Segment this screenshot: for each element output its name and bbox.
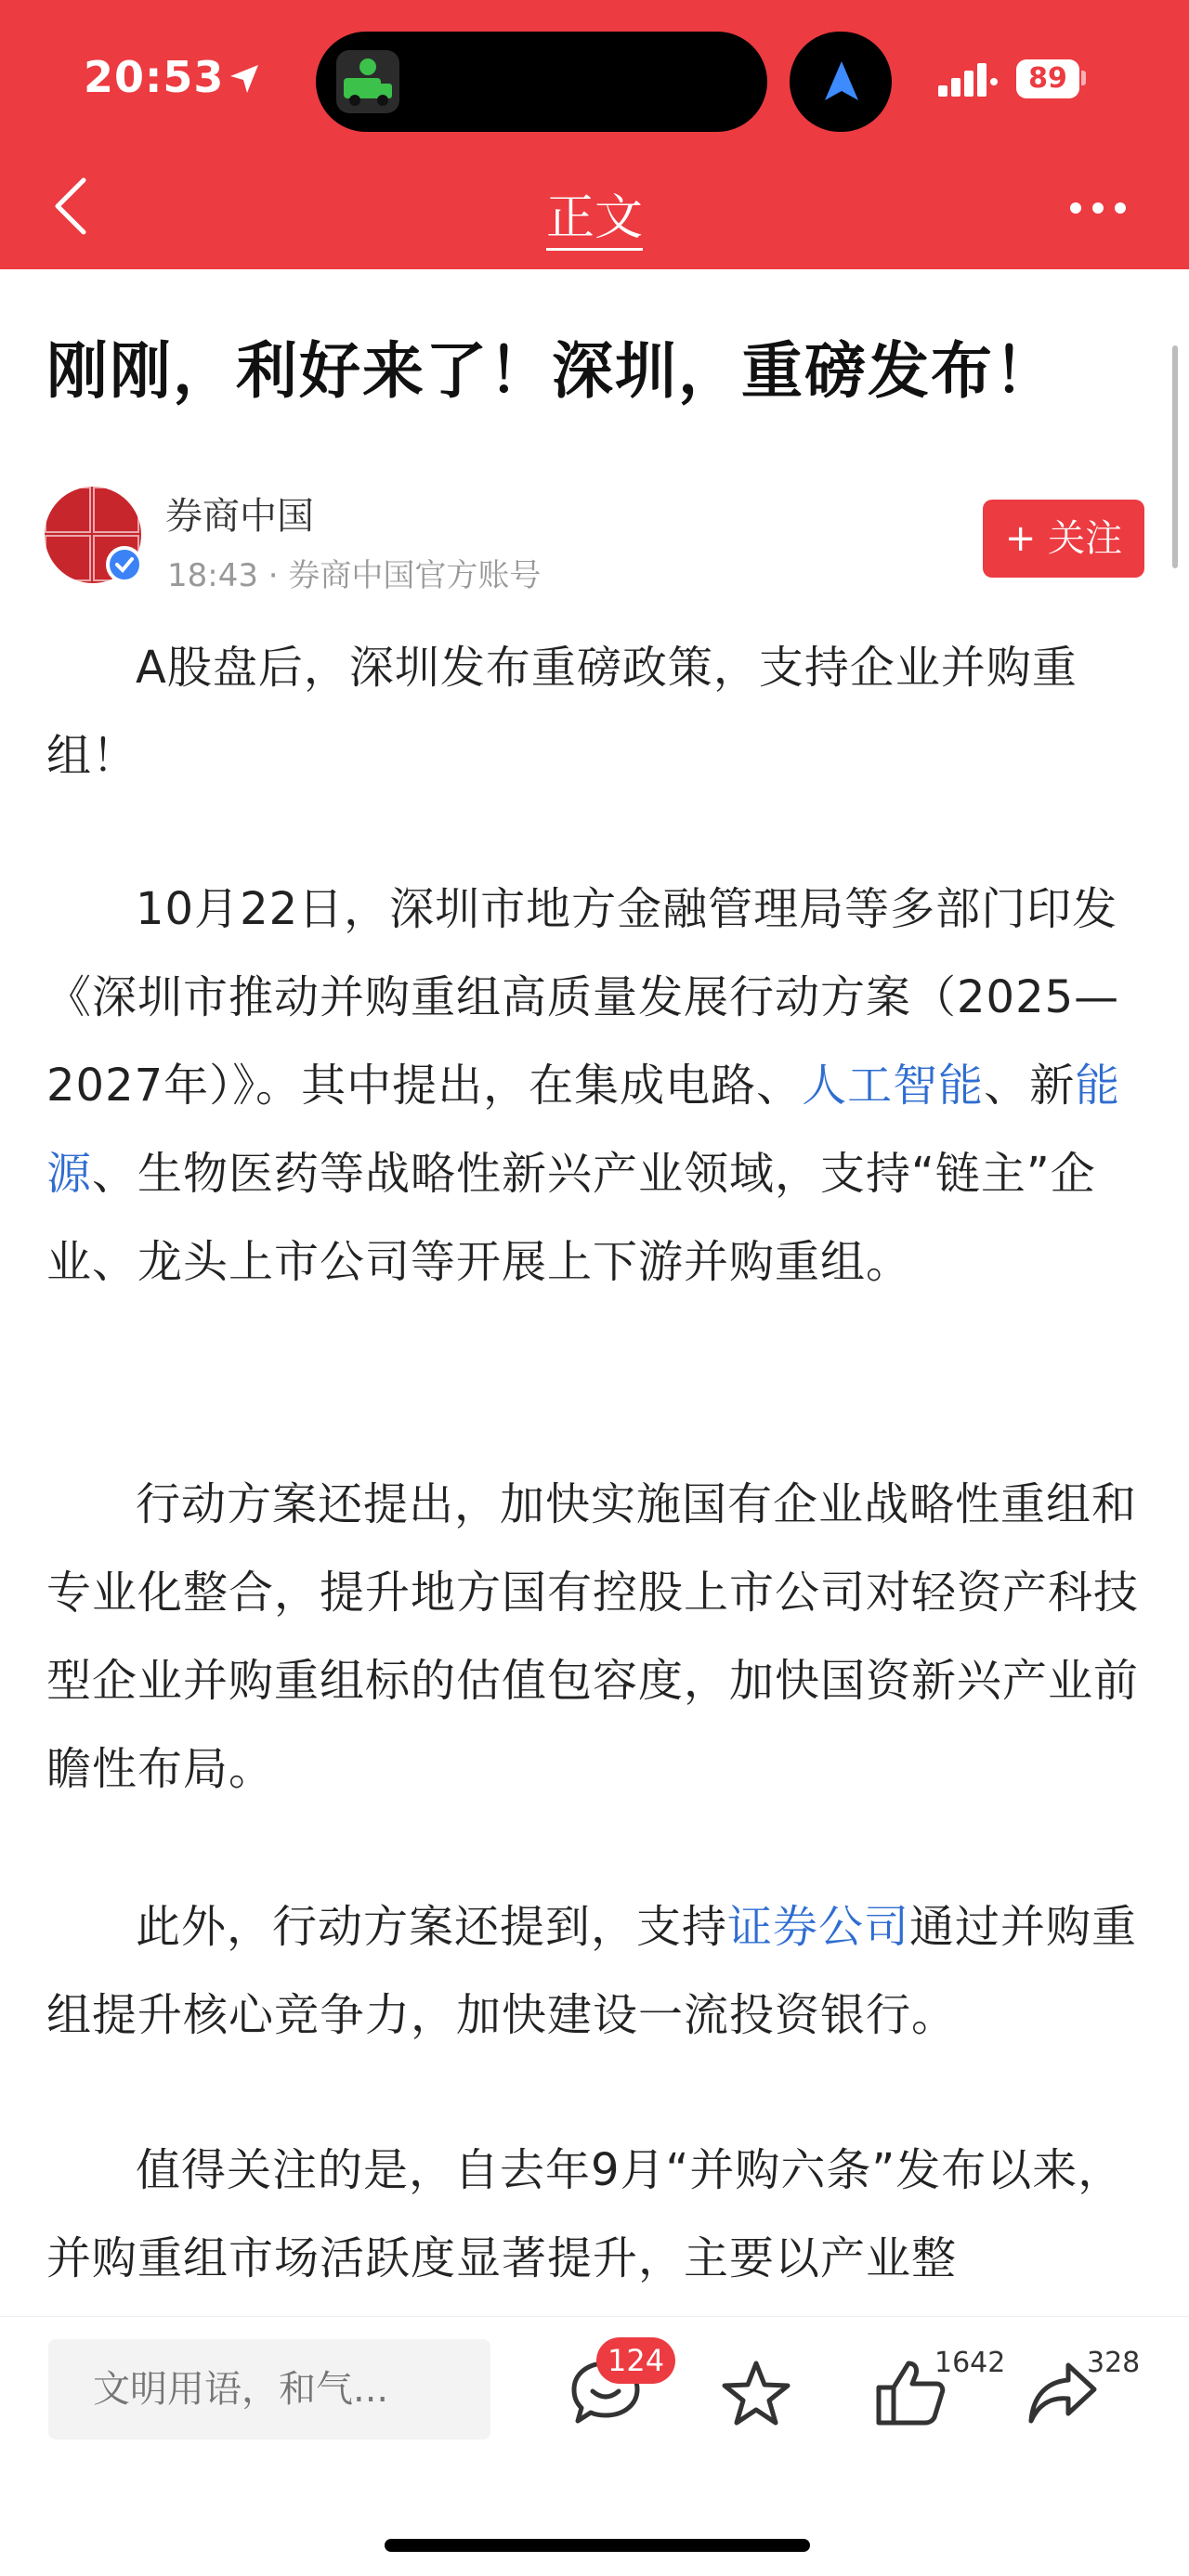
page-title: [0, 178, 1189, 248]
author-meta: [167, 550, 541, 595]
author-source: 券商中国官方账号: [288, 557, 542, 594]
paragraph-5: 值得关注的是，自去年9月“并购六条”发布以来，并购重组市场活跃度显著提升，主要以产业整: [46, 2144, 1124, 2284]
comment-input[interactable]: [48, 2339, 490, 2439]
article-title: 刚刚，利好来了！深圳，重磅发布！: [46, 335, 1057, 407]
verified-icon: [106, 546, 143, 583]
meta-separator: ·: [268, 557, 289, 594]
paragraph-2-text-a: 10月22日，深圳市地方金融管理局等多部门印发《深圳市推动并购重组高质量发展行动方案（2025—2027年）》。其中提出，在集成电路、: [46, 883, 1120, 1112]
more-dots-icon[interactable]: [1068, 201, 1128, 215]
like-count: 1642: [934, 2347, 1006, 2379]
star-icon[interactable]: [721, 2360, 791, 2426]
paragraph-4-text-a: 此外，行动方案还提到，支持: [136, 1901, 728, 1953]
home-indicator[interactable]: [385, 2539, 810, 2552]
battery-icon: 89: [1016, 59, 1079, 98]
author-avatar[interactable]: [45, 487, 141, 583]
page-title-text: 正文: [546, 190, 643, 251]
dynamic-island: [316, 32, 767, 132]
share-count: 328: [1087, 2347, 1141, 2379]
navigation-arrow-icon: [823, 59, 860, 104]
stock-link-securities[interactable]: 证券公司: [727, 1901, 910, 1953]
paragraph-1: A股盘后，深圳发布重磅政策，支持企业并购重组！: [46, 642, 1078, 782]
paragraph-4-text-b: 通过并购重组提升核心竞争力，加快建设一流投资银行。: [46, 1901, 1138, 2041]
status-time: 20:53: [84, 52, 225, 102]
paragraph-3: 行动方案还提出，加快实施国有企业战略性重组和专业化整合，提升地方国有控股上市公司对轻资产科技型企业并购重组标的估值包容度，加快国资新兴产业前瞻性布局。: [46, 1478, 1140, 1795]
publish-time: 18:43: [167, 557, 258, 594]
signal-icon: [938, 63, 998, 97]
stock-link-energy[interactable]: 能源: [46, 1060, 1121, 1200]
location-arrow-icon: [229, 63, 260, 95]
paragraph-2-text-c: 、生物医药等战略性新兴产业领域，支持“链主”企业、龙头上市公司等开展上下游并购重组。: [46, 1148, 1096, 1288]
battery-tip: [1081, 71, 1086, 85]
comment-count-badge: 124: [596, 2337, 675, 2384]
app-header: [0, 0, 1189, 269]
author-name[interactable]: 券商中国: [165, 495, 314, 538]
stock-link-ai[interactable]: 人工智能: [802, 1060, 985, 1112]
paragraph-4: [46, 1883, 1146, 2060]
scrollbar[interactable]: [1172, 345, 1178, 568]
paragraph-2-text-b: 、新: [984, 1060, 1076, 1112]
bottom-action-bar: [0, 2316, 1189, 2576]
paragraph-2: [46, 865, 1146, 1307]
delivery-app-icon: [336, 50, 399, 113]
navigation-status: [790, 32, 892, 132]
follow-button[interactable]: + 关注: [983, 500, 1144, 578]
